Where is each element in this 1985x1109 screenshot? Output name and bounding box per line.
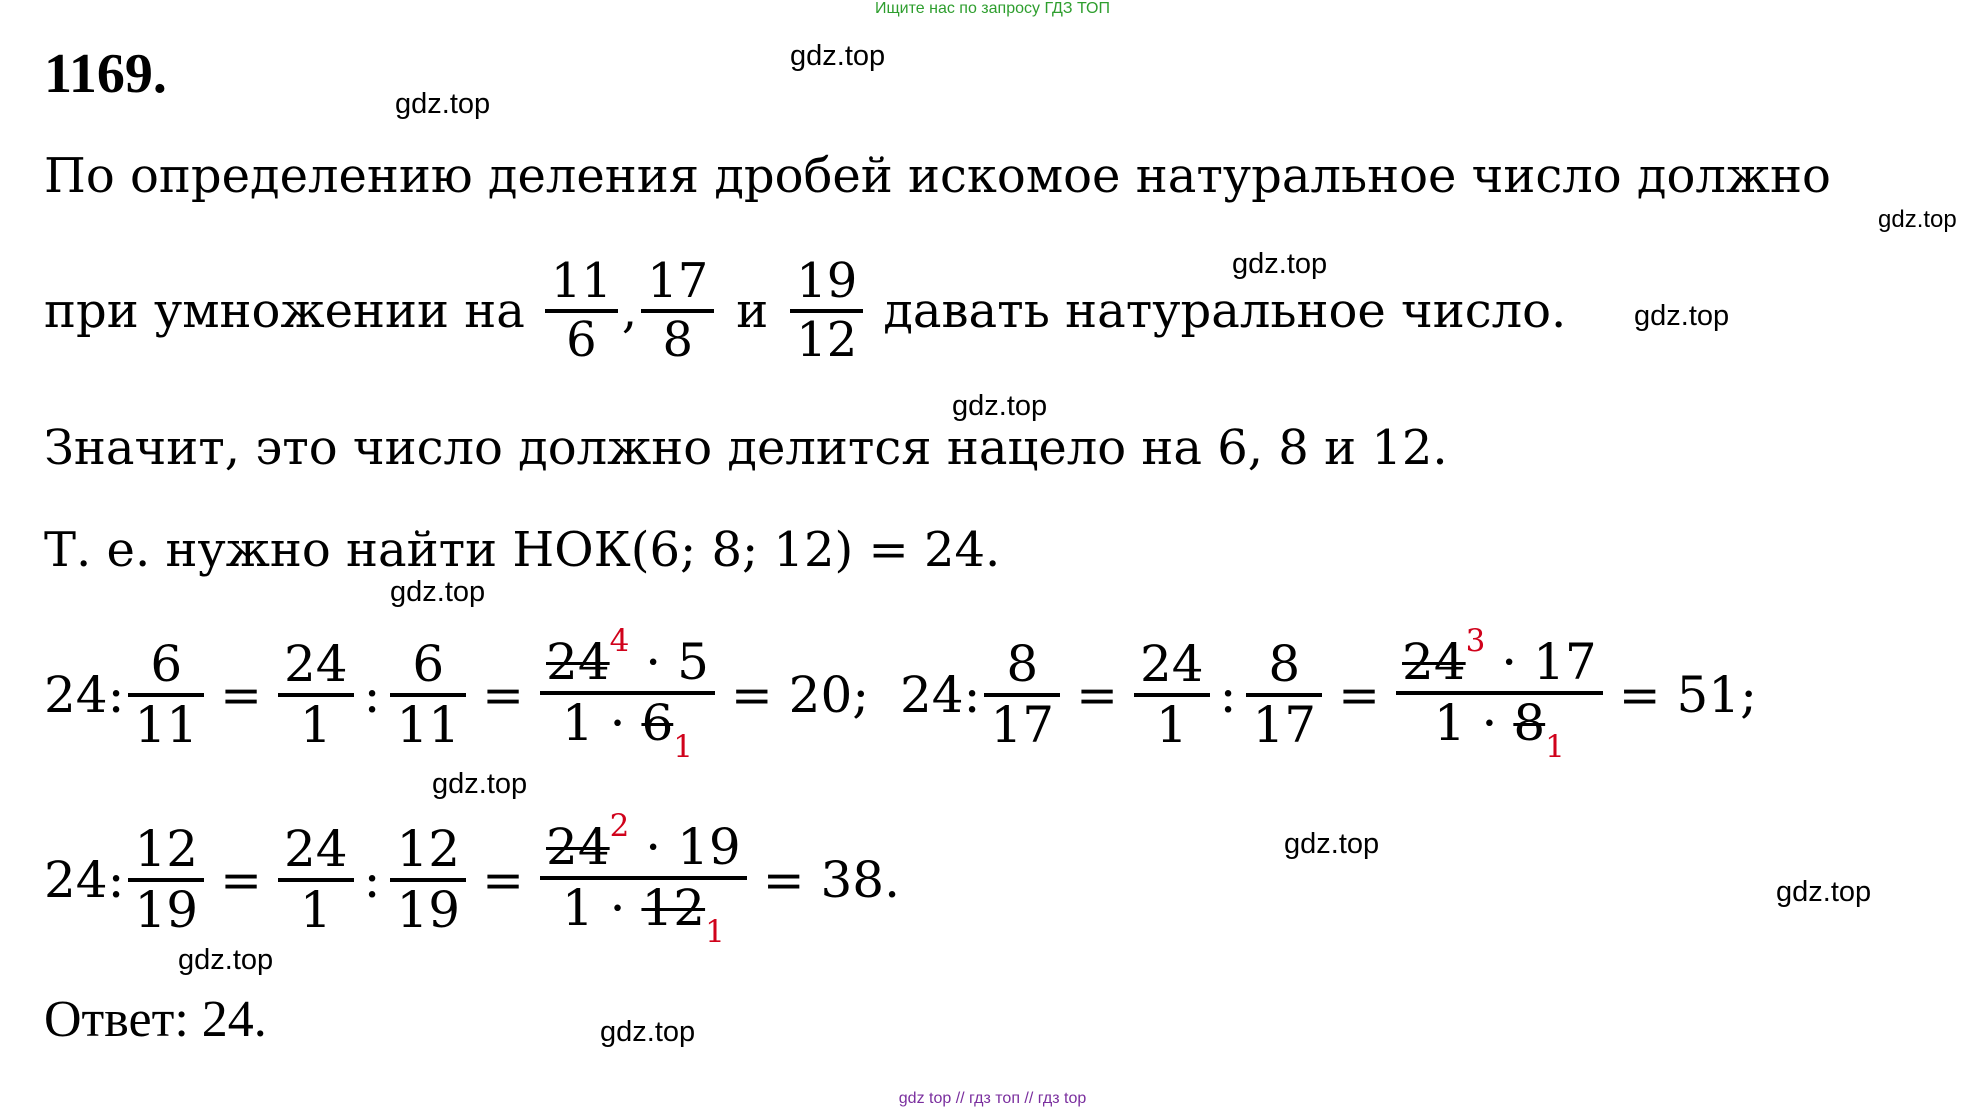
watermark: gdz.top <box>1878 206 1957 233</box>
reduction-mark: 3 <box>1465 622 1486 659</box>
reduced-fraction <box>540 809 747 951</box>
numerator-rest: · 5 <box>645 632 709 691</box>
line-2-and: и <box>736 283 769 339</box>
struck-number: 12 <box>641 879 706 938</box>
solution-line-4: Т. е. нужно найти НОК(6; 8; 12) = 24. <box>44 522 1001 578</box>
solution-line-2 <box>44 236 1566 386</box>
watermark: gdz.top <box>1232 248 1328 280</box>
calculation-2 <box>900 620 1757 770</box>
calculation-3 <box>44 805 900 955</box>
fraction-19-12 <box>790 254 863 368</box>
watermark: gdz.top <box>1634 300 1730 332</box>
fraction-numerator: 19 <box>796 252 858 309</box>
reduction-mark: 2 <box>609 807 630 844</box>
fraction-denominator: 17 <box>1252 696 1317 754</box>
denominator-lead: 1 · <box>561 694 626 753</box>
reduction-mark: 1 <box>1545 729 1565 766</box>
calc-lead: 24: <box>44 851 125 909</box>
fraction-numerator: 17 <box>647 252 709 309</box>
fraction-11-6 <box>545 254 618 368</box>
calculation-1 <box>44 620 869 770</box>
answer-line: Ответ: 24. <box>44 991 267 1048</box>
calc-lead: 24: <box>900 666 981 724</box>
calc-result: = 38. <box>762 851 901 909</box>
struck-number: 24 <box>546 632 610 691</box>
fraction-numerator: 24 <box>284 634 348 693</box>
fraction-numerator: 6 <box>412 634 445 693</box>
fraction-numerator: 11 <box>550 252 612 309</box>
fraction-denominator: 12 <box>796 312 858 368</box>
fraction-numerator: 12 <box>134 819 199 878</box>
colon-sign: : <box>363 666 381 724</box>
fraction-denominator: 1 <box>299 696 332 754</box>
colon-sign: : <box>1219 666 1237 724</box>
equals-sign: = <box>220 666 262 724</box>
equals-sign: = <box>482 666 525 724</box>
fraction-numerator: 24 <box>284 819 348 878</box>
equals-sign: = <box>1338 666 1381 724</box>
denominator-lead: 1 · <box>561 879 626 938</box>
comma: , <box>621 283 638 339</box>
numerator-rest: · 17 <box>1501 632 1597 691</box>
reduction-mark: 4 <box>609 622 630 659</box>
watermark: gdz.top <box>1776 876 1872 908</box>
fraction-denominator: 1 <box>299 881 332 939</box>
equals-sign: = <box>220 851 262 909</box>
calc-result: = 20; <box>730 666 870 724</box>
struck-number: 6 <box>641 694 674 753</box>
fraction-numerator: 8 <box>1268 634 1301 693</box>
fraction-denominator: 1 <box>1155 696 1188 754</box>
watermark: gdz.top <box>1284 828 1380 860</box>
solution-line-1: По определению деления дробей искомое натуральное число должно <box>44 148 1831 204</box>
fraction-denominator: 8 <box>662 312 693 368</box>
equals-sign: = <box>1076 666 1118 724</box>
fraction-numerator: 12 <box>396 819 461 878</box>
watermark: gdz.top <box>600 1016 696 1048</box>
struck-number: 24 <box>1402 632 1466 691</box>
fraction-denominator: 6 <box>566 312 597 368</box>
fraction-denominator: 11 <box>396 696 461 754</box>
fraction-numerator: 24 <box>1140 634 1204 693</box>
calc-lead: 24: <box>44 666 125 724</box>
fraction-17-8 <box>641 254 714 368</box>
watermark: gdz.top <box>790 40 886 72</box>
struck-number: 24 <box>546 817 610 876</box>
search-hint-link[interactable]: Ищите нас по запросу ГДЗ ТОП <box>875 0 1110 17</box>
watermark: gdz.top <box>432 768 528 800</box>
solution-line-3: Значит, это число должно делится нацело на 6, 8 и 12. <box>44 420 1448 476</box>
reduction-mark: 1 <box>705 914 725 951</box>
fraction-denominator: 11 <box>134 696 199 754</box>
reduced-fraction <box>540 624 715 766</box>
fraction-denominator: 17 <box>990 696 1055 754</box>
reduction-mark: 1 <box>673 729 693 766</box>
fraction-denominator: 19 <box>134 881 199 939</box>
line-2-prefix: при умножении на <box>44 283 525 339</box>
line-2-suffix: давать натуральное число. <box>883 283 1567 339</box>
colon-sign: : <box>363 851 381 909</box>
equals-sign: = <box>482 851 525 909</box>
watermark: gdz.top <box>390 576 486 608</box>
numerator-rest: · 19 <box>645 817 741 876</box>
struck-number: 8 <box>1513 694 1546 753</box>
task-number: 1169. <box>44 43 167 105</box>
fraction-numerator: 6 <box>150 634 183 693</box>
denominator-lead: 1 · <box>1433 694 1498 753</box>
calc-result: = 51; <box>1618 666 1757 724</box>
watermark: gdz.top <box>178 944 274 976</box>
footer-links[interactable]: gdz top // гдз топ // гдз top <box>898 1090 1087 1107</box>
watermark: gdz.top <box>952 390 1048 422</box>
reduced-fraction <box>1396 624 1603 766</box>
fraction-numerator: 8 <box>1006 634 1039 693</box>
watermark: gdz.top <box>395 88 491 120</box>
fraction-denominator: 19 <box>396 881 461 939</box>
